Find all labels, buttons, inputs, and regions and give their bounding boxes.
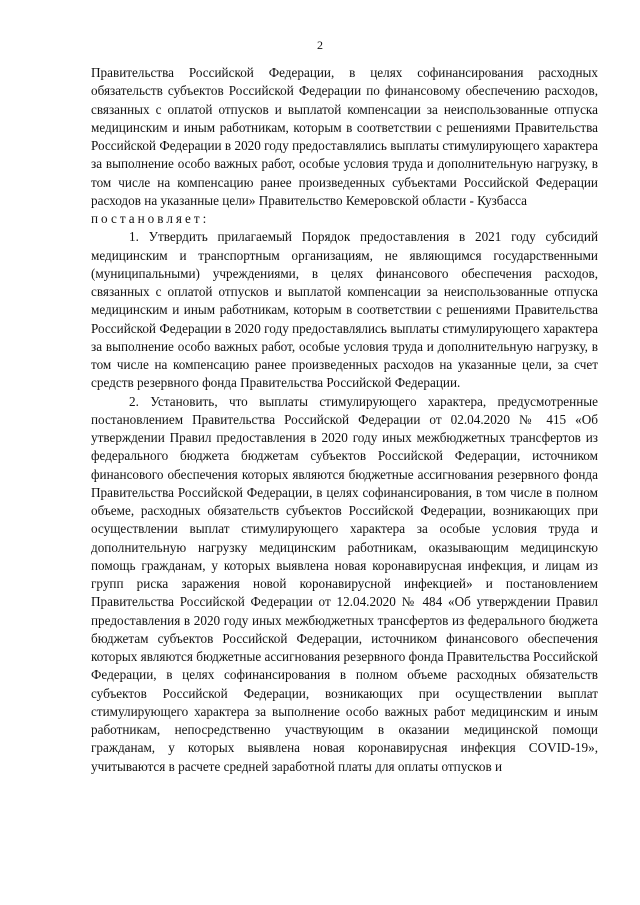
item-2-paragraph: 2. Установить, что выплаты стимулирующего характера, предусмотренные постановлением Правительства Российской Федерации от 02.04.2020 № 415 «Об утверждении Правил предоставления в 2020 году иных межбюджетных трансфертов из федерального бюджета бюджетам субъектов Российской Федерации, источником финансового обеспечения которых являются бюджетные ассигнования резервного фонда Правительства Российской Федерации, в целях софинансирования, в том числе в полном объеме, расходных обязательств субъектов Российской Федерации, возникающих при осуществлении выплат стимулирующего характера за особые условия труда и дополнительную нагрузку медицинским работникам, оказывающим медицинскую помощь гражданам, у которых выявлена новая коронавирусная инфекция, и лицам из групп риска заражения новой коронавирусной инфекцией» и постановлением Правительства Российской Федерации от 12.04.2020 № 484 «Об утверждении Правил предоставления в 2020 году иных межбюджетных трансфертов из федерального бюджета бюджетам субъектов Российской Федерации, источником финансового обеспечения которых являются бюджетные ассигнования резервного фонда Правительства Российской Федерации, в целях софинансирования в полном объеме расходных обязательств субъектов Российской Федерации, возникающих при осуществлении выплат стимулирующего характера за выполнение особо важных работ медицинским и иным работникам, непосредственно участвующим в оказании медицинской помощи гражданам, у которых выявлена новая коронавирусная инфекция COVID-19», учитываются в расчете средней заработной платы для оплаты отпусков и (91, 393, 598, 774)
page-number: 2 (317, 38, 323, 52)
document-body (91, 64, 598, 776)
item-1-paragraph: 1. Утвердить прилагаемый Порядок предоставления в 2021 году субсидий медицинским и транспортным организациям, не являющимся государственными (муниципальными) учреждениями, в целях финансового обеспечения расходов, связанных с оплатой отпусков и выплатой компенсации за неиспользованные отпуска медицинским и иным работникам, которым в соответствии с решениями Правительства Российской Федерации в 2020 году предоставлялись выплаты стимулирующего характера за выполнение особо важных работ, особые условия труда и дополнительную нагрузку, в том числе на компенсацию ранее произведенных расходов на указанные цели, за счет средств резервного фонда Правительства Российской Федерации. (91, 229, 598, 391)
decree-word: постановляет: (91, 211, 210, 226)
intro-paragraph: Правительства Российской Федерации, в целях софинансирования расходных обязательств субъектов Российской Федерации по финансовому обеспечению расходов, связанных с оплатой отпусков и выплатой компенсации за неиспользованные отпуска медицинским и иным работникам, которым в соответствии с решениями Правительства Российской Федерации в 2020 году предоставлялись выплаты стимулирующего характера за выполнение особо важных работ, особые условия труда и дополнительную нагрузку, в том числе на компенсацию ранее произведенных субъектами Российской Федерации расходов на указанные цели» Правительство Кемеровской области - Кузбасса (91, 65, 598, 208)
